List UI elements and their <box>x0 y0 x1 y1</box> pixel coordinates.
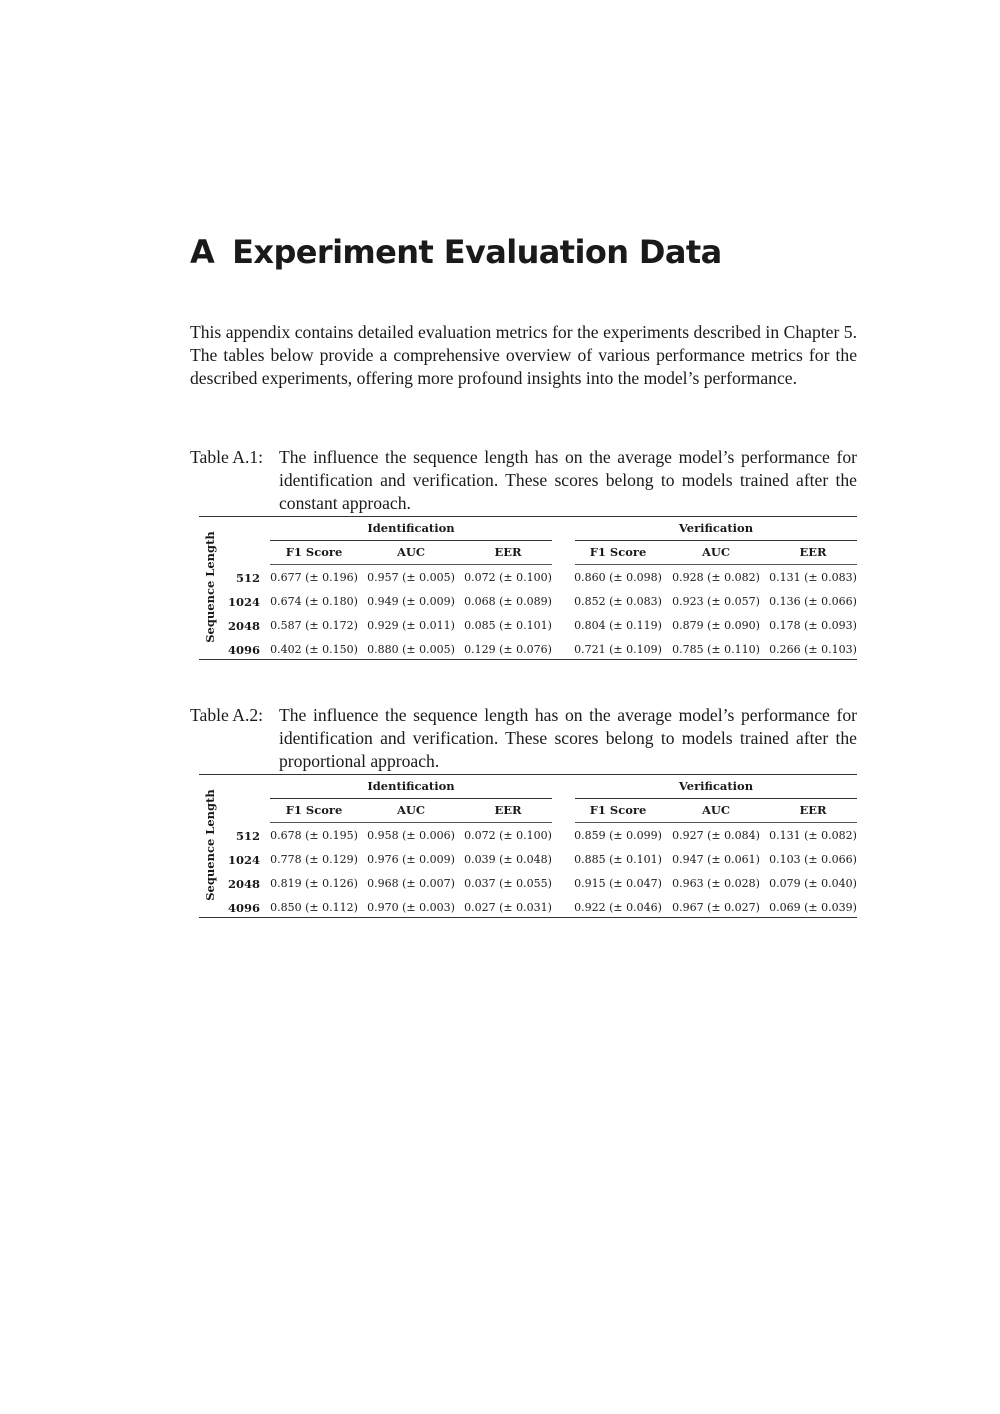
group-rule <box>575 540 857 541</box>
table-caption-label: Table A.2: <box>190 705 264 725</box>
column-header: F1 Score <box>285 545 343 559</box>
table-cell: 0.587 (± 0.172) <box>270 619 358 632</box>
row-label: 4096 <box>227 643 260 657</box>
table-caption-text: The influence the sequence length has on the average model’s performance for identification and verification. These scores belong to models trained after the proportional approach. <box>279 705 857 771</box>
column-header: AUC <box>396 803 426 817</box>
header-rule <box>270 564 552 565</box>
table-cell: 0.129 (± 0.076) <box>464 643 552 656</box>
row-label: 2048 <box>227 877 260 891</box>
table-cell: 0.819 (± 0.126) <box>270 877 358 890</box>
table-cell: 0.859 (± 0.099) <box>574 829 662 842</box>
table-cell: 0.027 (± 0.031) <box>464 901 552 914</box>
chapter-number: A <box>190 233 215 271</box>
table-cell: 0.037 (± 0.055) <box>464 877 552 890</box>
column-header: F1 Score <box>285 803 343 817</box>
table-cell: 0.957 (± 0.005) <box>367 571 455 584</box>
group-rule <box>575 798 857 799</box>
table-cell: 0.928 (± 0.082) <box>672 571 760 584</box>
table-row <box>199 848 857 872</box>
table-caption <box>190 704 857 773</box>
table-cell: 0.967 (± 0.027) <box>672 901 760 914</box>
table-cell: 0.915 (± 0.047) <box>574 877 662 890</box>
row-label: 1024 <box>227 595 260 609</box>
table-cell: 0.923 (± 0.057) <box>672 595 760 608</box>
row-label: 512 <box>235 571 260 585</box>
table-cell: 0.785 (± 0.110) <box>672 643 760 656</box>
group-header-identification: Identification <box>367 521 455 535</box>
table-row <box>199 824 857 848</box>
table-row <box>199 872 857 896</box>
table-cell: 0.968 (± 0.007) <box>367 877 455 890</box>
results-table-constant: Identification Verification F1 Score AUC EER F1 Score AUC EER Sequence Length 512 0.677 (± 0.196) 0.957 (± 0.005) 0.072 (± 0.100) 0.860 (± 0.098) 0.928 (± 0.082) 0.131 (± 0.083) 1024 0.674 (± 0.180) 0.949 (± 0.009) 0.068 (± 0.089) 0.852 (± 0.083) 0.923 (± 0.057) 0.136 (± 0.066) 2048 0.587 (± 0.172) 0.929 (± 0.011) 0.085 (± 0.101) 0.804 (± 0.119) 0.879 (± 0.090) 0.178 (± 0.093) 4096 0.402 (± 0.150) 0.880 (± 0.005) 0.129 (± 0.076) 0.721 (± 0.109) 0.785 (± 0.110) 0.266 (± 0.103) <box>199 516 857 661</box>
table-caption <box>190 446 857 515</box>
row-label: 4096 <box>227 901 260 915</box>
table-caption-text: The influence the sequence length has on the average model’s performance for identification and verification. These scores belong to models trained after the constant approach. <box>279 447 857 513</box>
header-rule <box>575 564 857 565</box>
table-caption-label: Table A.1: <box>190 447 264 467</box>
table-cell: 0.674 (± 0.180) <box>270 595 358 608</box>
table-cell: 0.947 (± 0.061) <box>672 853 760 866</box>
table-cell: 0.678 (± 0.195) <box>270 829 358 842</box>
chapter-title-text: Experiment Evaluation Data <box>232 233 722 271</box>
table-top-rule <box>199 516 857 517</box>
group-rule <box>270 540 552 541</box>
header-rule <box>270 822 552 823</box>
table-cell: 0.072 (± 0.100) <box>464 829 552 842</box>
header-rule <box>575 822 857 823</box>
table-cell: 0.039 (± 0.048) <box>464 853 552 866</box>
column-header: EER <box>494 545 522 559</box>
table-bottom-rule <box>199 659 857 660</box>
row-label: 1024 <box>227 853 260 867</box>
column-header: EER <box>799 803 827 817</box>
table-cell: 0.072 (± 0.100) <box>464 571 552 584</box>
column-header: AUC <box>701 803 731 817</box>
table-cell: 0.852 (± 0.083) <box>574 595 662 608</box>
table-cell: 0.103 (± 0.066) <box>769 853 857 866</box>
table-cell: 0.677 (± 0.196) <box>270 571 358 584</box>
group-rule <box>270 798 552 799</box>
table-cell: 0.880 (± 0.005) <box>367 643 455 656</box>
table-cell: 0.970 (± 0.003) <box>367 901 455 914</box>
table-cell: 0.085 (± 0.101) <box>464 619 552 632</box>
table-cell: 0.949 (± 0.009) <box>367 595 455 608</box>
table-row <box>199 590 857 614</box>
results-table-proportional: Identification Verification F1 Score AUC EER F1 Score AUC EER Sequence Length 512 0.678 (± 0.195) 0.958 (± 0.006) 0.072 (± 0.100) 0.859 (± 0.099) 0.927 (± 0.084) 0.131 (± 0.082) 1024 0.778 (± 0.129) 0.976 (± 0.009) 0.039 (± 0.048) 0.885 (± 0.101) 0.947 (± 0.061) 0.103 (± 0.066) 2048 0.819 (± 0.126) 0.968 (± 0.007) 0.037 (± 0.055) 0.915 (± 0.047) 0.963 (± 0.028) 0.079 (± 0.040) 4096 0.850 (± 0.112) 0.970 (± 0.003) 0.027 (± 0.031) 0.922 (± 0.046) 0.967 (± 0.027) 0.069 (± 0.039) <box>199 774 857 919</box>
group-header-identification: Identification <box>367 779 455 793</box>
table-cell: 0.929 (± 0.011) <box>367 619 455 632</box>
table-cell: 0.131 (± 0.082) <box>769 829 857 842</box>
table-row <box>199 614 857 638</box>
table-cell: 0.804 (± 0.119) <box>574 619 662 632</box>
column-header: EER <box>494 803 522 817</box>
table-cell: 0.266 (± 0.103) <box>769 643 857 656</box>
table-cell: 0.963 (± 0.028) <box>672 877 760 890</box>
column-header: AUC <box>701 545 731 559</box>
table-cell: 0.850 (± 0.112) <box>270 901 358 914</box>
chapter-heading <box>190 233 722 271</box>
row-label: 512 <box>235 829 260 843</box>
table-cell: 0.922 (± 0.046) <box>574 901 662 914</box>
column-header: EER <box>799 545 827 559</box>
table-cell: 0.131 (± 0.083) <box>769 571 857 584</box>
table-cell: 0.079 (± 0.040) <box>769 877 857 890</box>
table-cell: 0.721 (± 0.109) <box>574 643 662 656</box>
intro-paragraph: This appendix contains detailed evaluation metrics for the experiments described in Chapter 5. The tables below provide a comprehensive overview of various performance metrics for the described experiments, offering more profound insights into the model’s performance. <box>190 322 857 388</box>
group-header-verification: Verification <box>678 779 754 793</box>
table-cell: 0.860 (± 0.098) <box>574 571 662 584</box>
table-cell: 0.885 (± 0.101) <box>574 853 662 866</box>
table-cell: 0.069 (± 0.039) <box>769 901 857 914</box>
table-cell: 0.976 (± 0.009) <box>367 853 455 866</box>
table-top-rule <box>199 774 857 775</box>
row-label: 2048 <box>227 619 260 633</box>
table-cell: 0.402 (± 0.150) <box>270 643 358 656</box>
table-bottom-rule <box>199 917 857 918</box>
table-cell: 0.927 (± 0.084) <box>672 829 760 842</box>
table-cell: 0.879 (± 0.090) <box>672 619 760 632</box>
table-cell: 0.778 (± 0.129) <box>270 853 358 866</box>
table-cell: 0.958 (± 0.006) <box>367 829 455 842</box>
group-header-verification: Verification <box>678 521 754 535</box>
table-row <box>199 566 857 590</box>
table-cell: 0.068 (± 0.089) <box>464 595 552 608</box>
table-cell: 0.136 (± 0.066) <box>769 595 857 608</box>
column-header: F1 Score <box>589 545 647 559</box>
column-header: AUC <box>396 545 426 559</box>
table-cell: 0.178 (± 0.093) <box>769 619 857 632</box>
column-header: F1 Score <box>589 803 647 817</box>
